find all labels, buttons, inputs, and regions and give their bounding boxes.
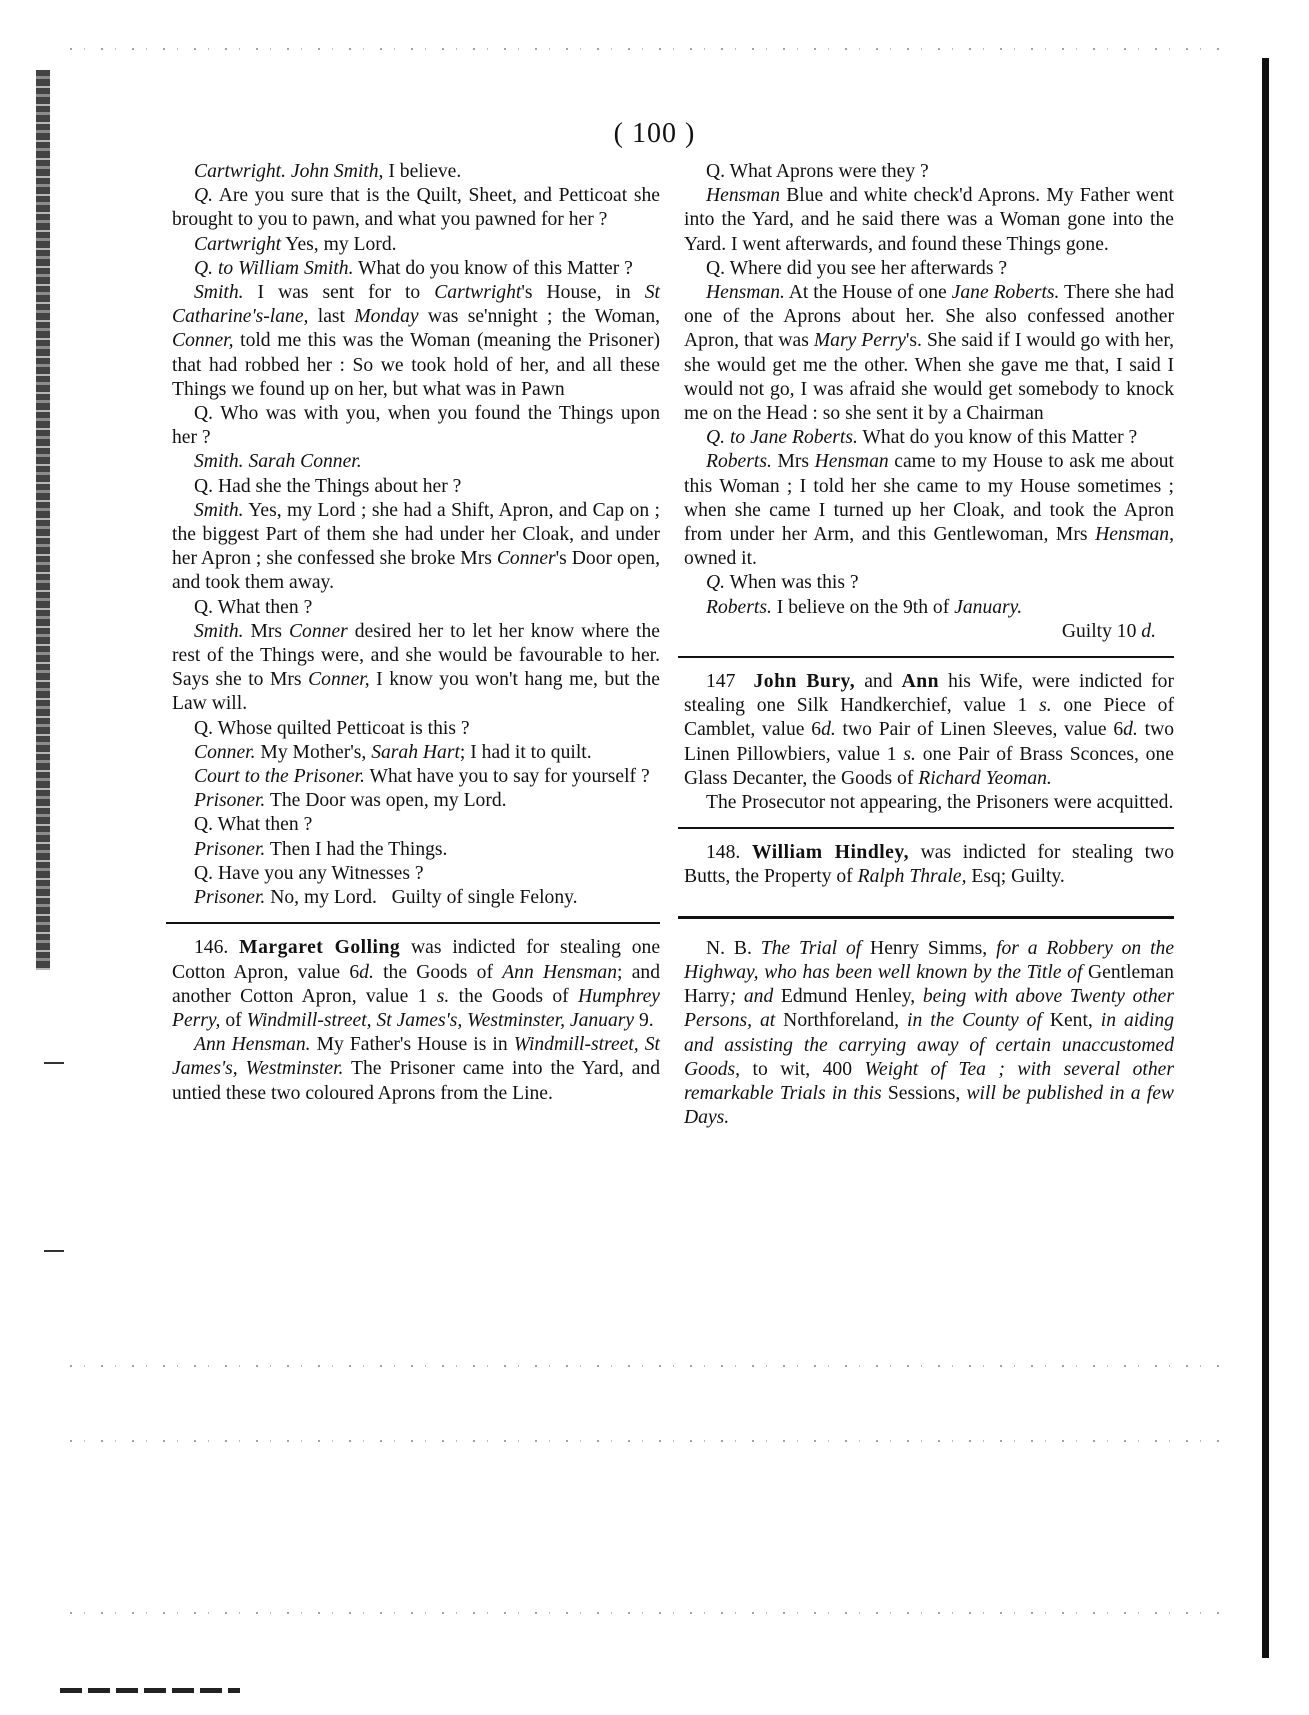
paragraph: Smith. Mrs Conner desired her to let her know where the rest of the Things were, and she would be favourable to her. Says she to Mrs Conner, I know you won't hang me, but the Law will. [172, 620, 660, 715]
paragraph: Conner. My Mother's, Sarah Hart; I had it to quilt. [194, 741, 592, 763]
paragraph: Q. What then ? [194, 596, 313, 618]
paragraph: Roberts. Mrs Hensman came to my House to ask me about this Woman ; I told her she came to my House sometimes ; when she came I turned up her Cloak, and took the Apron from under her Arm, and this Gentlewoman, Mrs Hensman, owned it. [684, 451, 1175, 570]
section-rule [166, 922, 660, 924]
paragraph: Cartwright Yes, my Lord. [194, 233, 397, 255]
scan-footer-mark [60, 1688, 240, 1693]
paragraph: Q. Where did you see her afterwards ? [706, 257, 1008, 279]
scan-noise [70, 1612, 1230, 1614]
defendant-name: William Hindley, [751, 842, 909, 864]
defendant-name: Margaret Golling [239, 937, 401, 959]
page-number: ( 100 ) [613, 118, 696, 149]
case-148: 148. William Hindley, was indicted for stealing two Butts, the Property of Ralph Thrale, Esq; Guilty. [684, 842, 1174, 888]
paragraph: Smith. I was sent for to Cartwright's House, in St Catharine's-lane, last Monday was se'nnight ; the Woman, Conner, told me this was the Woman (meaning the Prisoner) that had robbed her : So we took hold of her, and all these Things we found up on her, but what was in Pawn [172, 282, 661, 400]
nota-bene-notice: N. B. The Trial of Henry Simms, for a Robbery on the Highway, who has been well known by the Title of Gentleman Harry; and Edmund Henley, being with above Twenty other Persons, at Northforeland, in the County of Kent, in aiding and assisting the carrying away of certain unaccustomed Goods, to wit, 400 Weight of Tea ; with several other remarkable Trials in this Sessions, will be published in a few Days. [684, 937, 1175, 1129]
paragraph: Prisoner. No, my Lord. Guilty of single Felony. [194, 887, 578, 909]
page-edge-rule [1262, 58, 1269, 1658]
paragraph: Hensman Blue and white check'd Aprons. My Father went into the Yard, and he said there was a Woman gone into the Yard. I went afterwards, and found these Things gone. [684, 185, 1175, 255]
scan-noise [70, 48, 1230, 50]
left-column [172, 160, 660, 1106]
paragraph: Prisoner. Then I had the Things. [194, 838, 448, 860]
paragraph: Smith. Yes, my Lord ; she had a Shift, Apron, and Cap on ; the biggest Part of them she had under her Cloak, and under her Apron ; she confessed she broke Mrs Conner's Door open, and took them away. [172, 499, 660, 594]
paragraph: Q. Have you any Witnesses ? [194, 862, 424, 884]
paragraph: Q. to William Smith. What do you know of this Matter ? [194, 257, 633, 279]
scan-noise [70, 1365, 1230, 1367]
paragraph: Prisoner. The Door was open, my Lord. [194, 790, 507, 812]
paragraph: Q. Who was with you, when you found the Things upon her ? [172, 403, 661, 449]
paragraph: Q. When was this ? [706, 572, 859, 594]
section-rule [678, 916, 1174, 919]
section-rule [678, 827, 1174, 829]
paragraph: Roberts. I believe on the 9th of January. [706, 596, 1023, 618]
paragraph: Q. Whose quilted Petticoat is this ? [194, 717, 470, 739]
case-146: 146. Margaret Golling was indicted for stealing one Cotton Apron, value 6d. the Goods of Ann Hensman; and another Cotton Apron, value 1 s. the Goods of Humphrey Perry, of Windmill-street, St James's, Westminster, January 9. [172, 937, 661, 1031]
paragraph: Hensman. At the House of one Jane Roberts. There she had one of the Aprons about her. She also confessed another Apron, that was Mary Perry's. She said if I would go with her, she would get me the other. When she gave me that, I said I would not go, I was afraid she would get somebody to knock me on the Head : so she sent it by a Chairman [684, 282, 1175, 425]
paragraph: Q. What then ? [194, 814, 313, 836]
paragraph: Smith. Sarah Conner. [194, 451, 362, 473]
paragraph: Court to the Prisoner. What have you to say for yourself ? [194, 766, 650, 788]
scan-mark [44, 1250, 64, 1252]
scan-mark [44, 1062, 64, 1064]
section-rule [678, 656, 1174, 658]
paragraph: Q. What Aprons were they ? [706, 161, 929, 182]
scan-noise [70, 1440, 1230, 1442]
paragraph: Q. Had she the Things about her ? [194, 475, 462, 497]
right-column [684, 160, 1174, 1130]
scan-edge-shadow [36, 70, 50, 970]
paragraph: Cartwright. John Smith, I believe. [194, 161, 462, 182]
paragraph: The Prosecutor not appearing, the Prisoners were acquitted. [706, 792, 1174, 814]
paragraph: Q. to Jane Roberts. What do you know of this Matter ? [706, 427, 1138, 449]
defendant-name: John Bury, [753, 671, 856, 693]
paragraph: Ann Hensman. My Father's House is in Windmill-street, St James's, Westminster. The Prisoner came into the Yard, and untied these two coloured Aprons from the Line. [172, 1034, 660, 1104]
paragraph: Q. Are you sure that is the Quilt, Sheet, and Petticoat she brought to you to pawn, and what you pawned for her ? [172, 185, 660, 231]
case-147: 147 John Bury, and Ann his Wife, were indicted for stealing one Silk Handkerchief, value 1 s. one Piece of Camblet, value 6d. two Pair of Linen Sleeves, value 6d. two Linen Pillowbiers, value 1 s. one Pair of Brass Sconces, one Glass Decanter, the Goods of Richard Yeoman. [684, 671, 1175, 789]
verdict: Guilty of single Felony. [391, 887, 578, 909]
verdict: Guilty 10 d. [1061, 620, 1156, 642]
